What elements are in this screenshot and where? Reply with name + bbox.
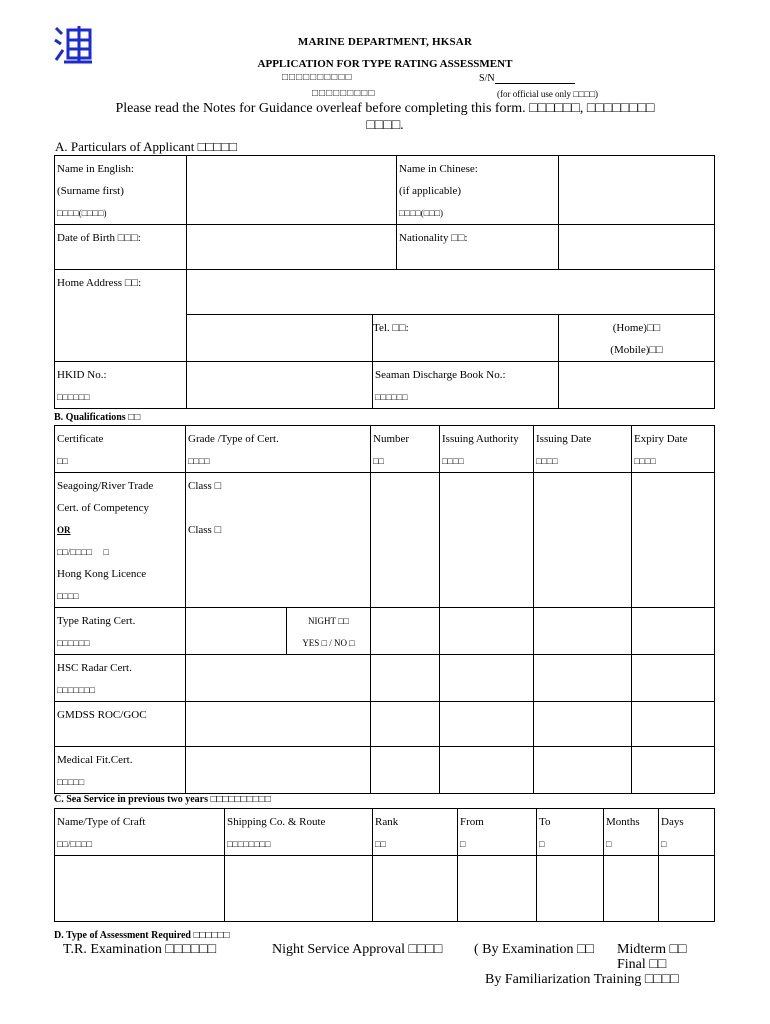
nationality-field[interactable] bbox=[559, 225, 715, 270]
serial-number-label: S/N bbox=[479, 73, 495, 84]
final-option[interactable]: Final □□ bbox=[617, 957, 667, 972]
type-rating-label: Type Rating Cert. □□□□□□ bbox=[55, 608, 186, 655]
seagoing-grade-field[interactable] bbox=[186, 473, 371, 608]
tel-mobile-label: (Mobile)□□ bbox=[610, 344, 663, 356]
hkid-field[interactable] bbox=[187, 362, 373, 409]
nationality-label: Nationality □□: bbox=[397, 225, 559, 270]
medical-label: Medical Fit.Cert. □□□□□ bbox=[55, 747, 186, 794]
seagoing-issue-date-field[interactable] bbox=[534, 473, 632, 608]
col-craft: Name/Type of Craft □□/□□□□ bbox=[55, 809, 225, 856]
class-option-2: Class □ bbox=[188, 524, 222, 536]
name-chinese-label: Name in Chinese: (if applicable) □□□□(□□□) bbox=[397, 156, 559, 225]
col-to: To □ bbox=[537, 809, 604, 856]
rank-field[interactable] bbox=[373, 856, 458, 922]
tel-field[interactable] bbox=[559, 315, 715, 362]
department-title: MARINE DEPARTMENT, HKSAR bbox=[297, 36, 473, 48]
hsc-radar-label: HSC Radar Cert. □□□□□□□ bbox=[55, 655, 186, 702]
section-a-title: A. Particulars of Applicant □□□□□ bbox=[55, 139, 237, 154]
gmdss-issue-date-field[interactable] bbox=[534, 702, 632, 747]
dob-field[interactable] bbox=[187, 225, 397, 270]
type-rating-authority-field[interactable] bbox=[440, 608, 534, 655]
gmdss-expiry-field[interactable] bbox=[632, 702, 715, 747]
particulars-table bbox=[54, 155, 715, 409]
class-option-1: Class □ bbox=[188, 480, 222, 492]
tel-home-label: (Home)□□ bbox=[612, 322, 661, 334]
seaman-book-label: Seaman Discharge Book No.: □□□□□□ bbox=[373, 362, 559, 409]
col-issuing-authority: Issuing Authority □□□□ bbox=[440, 426, 534, 473]
by-familiarization-option[interactable]: By Familiarization Training □□□□ bbox=[485, 972, 679, 987]
section-d-title: D. Type of Assessment Required □□□□□□ bbox=[54, 930, 230, 941]
guidance-notes-line2: □□□□. bbox=[366, 118, 404, 133]
night-service-approval-option[interactable]: Night Service Approval □□□□ bbox=[272, 942, 443, 957]
seagoing-expiry-field[interactable] bbox=[632, 473, 715, 608]
type-rating-number-field[interactable] bbox=[371, 608, 440, 655]
type-rating-expiry-field[interactable] bbox=[632, 608, 715, 655]
hsc-number-field[interactable] bbox=[371, 655, 440, 702]
form-title-cjk: □□□□□□□□□□ bbox=[282, 72, 353, 83]
craft-field[interactable] bbox=[55, 856, 225, 922]
section-c-title: C. Sea Service in previous two years □□□□□□□□□□ bbox=[54, 794, 271, 805]
hsc-authority-field[interactable] bbox=[440, 655, 534, 702]
shipping-co-field[interactable] bbox=[225, 856, 373, 922]
night-yes-no-field[interactable]: NIGHT □□ YES □ / NO □ bbox=[287, 608, 371, 655]
col-days: Days □ bbox=[659, 809, 715, 856]
hkid-label: HKID No.: □□□□□□ bbox=[55, 362, 187, 409]
home-address-field[interactable] bbox=[187, 270, 715, 315]
sea-service-table bbox=[54, 808, 715, 922]
home-address-label: Home Address □□: bbox=[55, 270, 187, 362]
seagoing-number-field[interactable] bbox=[371, 473, 440, 608]
col-expiry-date: Expiry Date □□□□ bbox=[632, 426, 715, 473]
hsc-grade-field[interactable] bbox=[186, 655, 371, 702]
guidance-notes-line1: Please read the Notes for Guidance overleaf before completing this form. □□□□□□, □□□□□□□□ bbox=[115, 101, 655, 116]
days-field[interactable] bbox=[659, 856, 715, 922]
medical-expiry-field[interactable] bbox=[632, 747, 715, 794]
tr-examination-option[interactable]: T.R. Examination □□□□□□ bbox=[63, 942, 217, 957]
seagoing-authority-field[interactable] bbox=[440, 473, 534, 608]
medical-issue-date-field[interactable] bbox=[534, 747, 632, 794]
name-english-label: Name in English: (Surname first) □□□□(□□□□) bbox=[55, 156, 187, 225]
seaman-book-field[interactable] bbox=[559, 362, 715, 409]
months-field[interactable] bbox=[604, 856, 659, 922]
hsc-issue-date-field[interactable] bbox=[534, 655, 632, 702]
to-field[interactable] bbox=[537, 856, 604, 922]
gmdss-label: GMDSS ROC/GOC bbox=[55, 702, 186, 747]
gmdss-authority-field[interactable] bbox=[440, 702, 534, 747]
medical-authority-field[interactable] bbox=[440, 747, 534, 794]
col-grade: Grade /Type of Cert. □□□□ bbox=[186, 426, 371, 473]
col-certificate: Certificate □□ bbox=[55, 426, 186, 473]
medical-number-field[interactable] bbox=[371, 747, 440, 794]
col-issuing-date: Issuing Date □□□□ bbox=[534, 426, 632, 473]
qualifications-table bbox=[54, 425, 715, 794]
name-chinese-field[interactable] bbox=[559, 156, 715, 225]
form-subtitle-cjk: □□□□□□□□□ bbox=[312, 88, 376, 99]
by-examination-option[interactable]: ( By Examination □□ bbox=[474, 942, 594, 957]
midterm-option[interactable]: Midterm □□ bbox=[617, 942, 687, 957]
col-months: Months □ bbox=[604, 809, 659, 856]
seagoing-cert-label: Seagoing/River Trade Cert. of Competency OR □□/□□□□ □ Hong Kong Licence □□□□ bbox=[55, 473, 186, 608]
gmdss-grade-field[interactable] bbox=[186, 702, 371, 747]
medical-grade-field[interactable] bbox=[186, 747, 371, 794]
col-shipping-co: Shipping Co. & Route □□□□□□□□ bbox=[225, 809, 373, 856]
col-from: From □ bbox=[458, 809, 537, 856]
gmdss-number-field[interactable] bbox=[371, 702, 440, 747]
tel-label: Tel. □□: bbox=[373, 315, 559, 362]
hsc-expiry-field[interactable] bbox=[632, 655, 715, 702]
dob-label: Date of Birth □□□: bbox=[55, 225, 187, 270]
guidance-notes bbox=[0, 100, 770, 134]
from-field[interactable] bbox=[458, 856, 537, 922]
type-rating-grade-field[interactable] bbox=[186, 608, 287, 655]
serial-number-field[interactable] bbox=[479, 73, 575, 84]
form-title: APPLICATION FOR TYPE RATING ASSESSMENT bbox=[257, 58, 513, 70]
address-line2-field[interactable] bbox=[187, 315, 373, 362]
col-rank: Rank □□ bbox=[373, 809, 458, 856]
type-rating-issue-date-field[interactable] bbox=[534, 608, 632, 655]
col-number: Number □□ bbox=[371, 426, 440, 473]
name-english-field[interactable] bbox=[187, 156, 397, 225]
official-use-note: (for official use only □□□□) bbox=[497, 89, 599, 99]
section-b-title: B. Qualifications □□ bbox=[54, 412, 141, 423]
